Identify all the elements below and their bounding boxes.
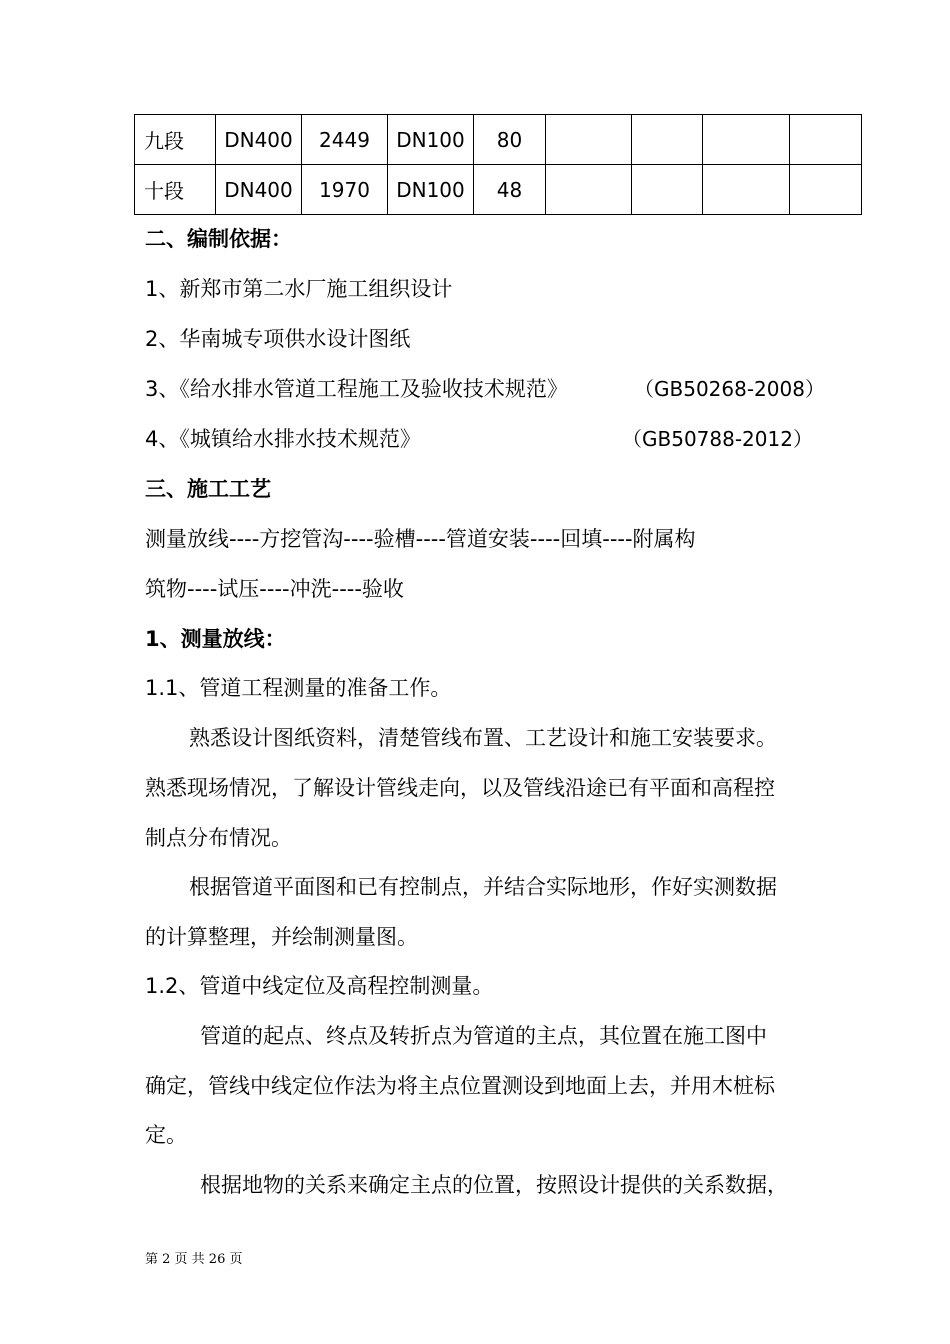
table-cell [790,165,862,215]
paragraph-line: 定。 [145,1123,187,1147]
section-heading-process: 三、施工工艺 [145,477,271,501]
table-cell: DN400 [216,165,302,215]
table-cell: 1970 [302,165,388,215]
paragraph-line: 制点分布情况。 [145,826,292,850]
table-cell [546,115,632,165]
table-cell [790,115,862,165]
table-cell [632,165,703,215]
paragraph-line: 熟悉设计图纸资料，清楚管线布置、工艺设计和施工安装要求。 [189,726,777,750]
table-cell: DN100 [388,165,474,215]
table-row [135,165,862,215]
table-cell: DN100 [388,115,474,165]
paragraph-line: 根据管道平面图和已有控制点，并结合实际地形，作好实测数据 [189,875,777,899]
basis-item: 4、《城镇给水排水技术规范》 [145,427,421,451]
standard-code: （GB50268-2008） [634,377,825,401]
page-footer: 第 2 页 共 26 页 [145,1252,243,1267]
process-flow-text: 测量放线----方挖管沟----验槽----管道安装----回填----附属构 [145,527,696,551]
basis-item: 1、新郑市第二水厂施工组织设计 [145,277,453,301]
basis-item: 2、华南城专项供水设计图纸 [145,327,411,351]
process-flow-text: 筑物----试压----冲洗----验收 [145,577,404,601]
table-cell: 2449 [302,115,388,165]
subsection-heading: 1.1、管道工程测量的准备工作。 [145,676,452,700]
table-row [135,115,862,165]
table-cell: 九段 [135,115,216,165]
table-cell: DN400 [216,115,302,165]
table-cell [703,115,790,165]
standard-code: （GB50788-2012） [622,427,813,451]
table-cell: 十段 [135,165,216,215]
table-cell: 80 [474,115,546,165]
paragraph-line: 根据地物的关系来确定主点的位置，按照设计提供的关系数据， [200,1173,788,1197]
pipe-segment-table [134,114,862,215]
paragraph-line: 熟悉现场情况，了解设计管线走向，以及管线沿途已有平面和高程控 [145,776,775,800]
table-cell [546,165,632,215]
table-cell [632,115,703,165]
section-heading-survey: 1、测量放线： [145,627,286,651]
paragraph-line: 管道的起点、终点及转折点为管道的主点，其位置在施工图中 [200,1024,767,1048]
basis-item: 3、《给水排水管道工程施工及验收技术规范》 [145,377,568,401]
section-heading-basis: 二、编制依据： [145,227,292,251]
table-cell [703,165,790,215]
paragraph-line: 的计算整理，并绘制测量图。 [145,925,418,949]
paragraph-line: 确定，管线中线定位作法为将主点位置测设到地面上去，并用木桩标 [145,1074,775,1098]
subsection-heading: 1.2、管道中线定位及高程控制测量。 [145,974,494,998]
table-cell: 48 [474,165,546,215]
